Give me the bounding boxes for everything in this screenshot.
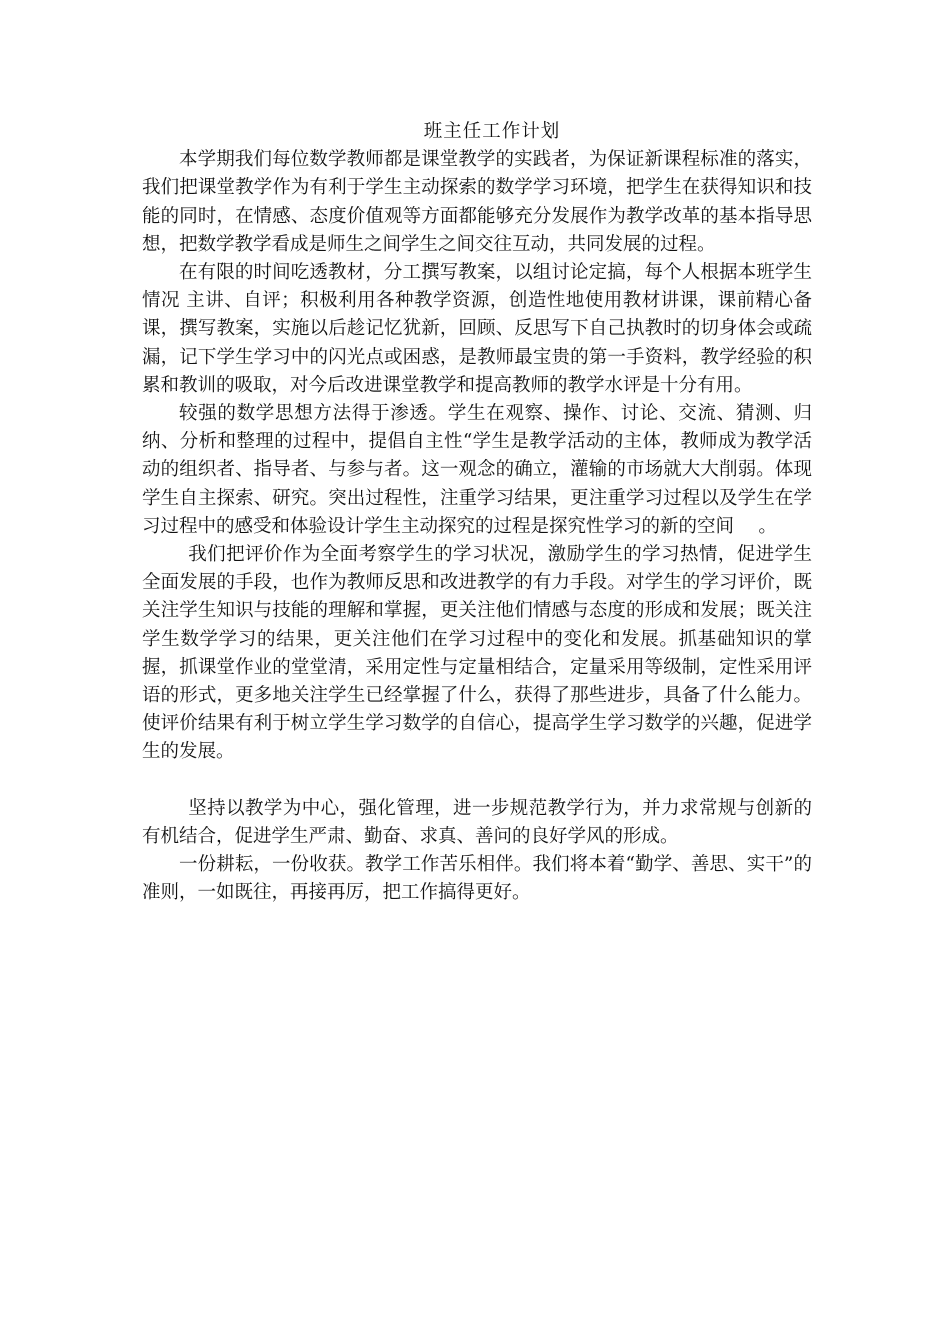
document-title: 班主任工作计划 xyxy=(423,121,561,142)
paragraph-4: 我们把评价作为全面考察学生的学习状况，激励学生的学习热情，促进学生全面发展的手段，也作为教师反思和改进教学的有力手段。对学生的学习评价，既关注学生知识与技能的理解和掌握，更关注他们情感与态度的形成和发展；既关注学生数学学习的结果，更关注他们在学习过程中的变化和发展。抓基础知识的掌握，抓课堂作业的堂堂清，采用定性与定量相结合，定量采用等级制，定性采用评语的形式，更多地关注学生已经掌握了什么，获得了那些进步，具备了什么能力。使评价结果有利于树立学生学习数学的自信心，提高学生学习数学的兴趣，促进学生的发展。 xyxy=(142,544,812,763)
paragraph-2: 在有限的时间吃透教材，分工撰写教案，以组讨论定搞，每个人根据本班学生情况 主讲、自评；积极利用各种教学资源，创造性地使用教材讲课，课前精心备课，撰写教案，实施以后趁记忆犹新，回顾、反思写下自己执教时的切身体会或疏漏，记下学生学习中的闪光点或困惑，是教师最宝贵的第一手资料，教学经验的积累和教训的吸取，对今后改进课堂教学和提高教师的教学水评是十分有用。 xyxy=(142,262,812,396)
paragraph-5: 坚持以教学为中心，强化管理，进一步规范教学行为，并力求常规与创新的有机结合，促进学生严肃、勤奋、求真、善问的良好学风的形成。 xyxy=(142,797,812,847)
paragraph-spacer xyxy=(142,767,812,795)
document-body xyxy=(142,118,812,907)
paragraph-6: 一份耕耘，一份收获。教学工作苦乐相伴。我们将本着“勤学、善思、实干”的准则，一如既往，再接再厉，把工作搞得更好。 xyxy=(142,854,812,904)
paragraph-3: 较强的数学思想方法得于渗透。学生在观察、操作、讨论、交流、猜测、归纳、分析和整理的过程中，提倡自主性“学生是教学活动的主体，教师成为教学活动的组织者、指导者、与参与者。这一观念的确立，灌输的市场就大大削弱。体现学生自主探索、研究。突出过程性，注重学习结果，更注重学习过程以及学生在学习过程中的感受和体验设计学生主动探究的过程是探究性学习的新的空间 。 xyxy=(142,403,812,537)
paragraph-1: 本学期我们每位数学教师都是课堂教学的实践者，为保证新课程标准的落实，我们把课堂教学作为有利于学生主动探索的数学学习环境，把学生在获得知识和技能的同时，在情感、态度价值观等方面都能够充分发展作为教学改革的基本指导思想，把数学教学看成是师生之间学生之间交往互动，共同发展的过程。 xyxy=(142,149,812,255)
